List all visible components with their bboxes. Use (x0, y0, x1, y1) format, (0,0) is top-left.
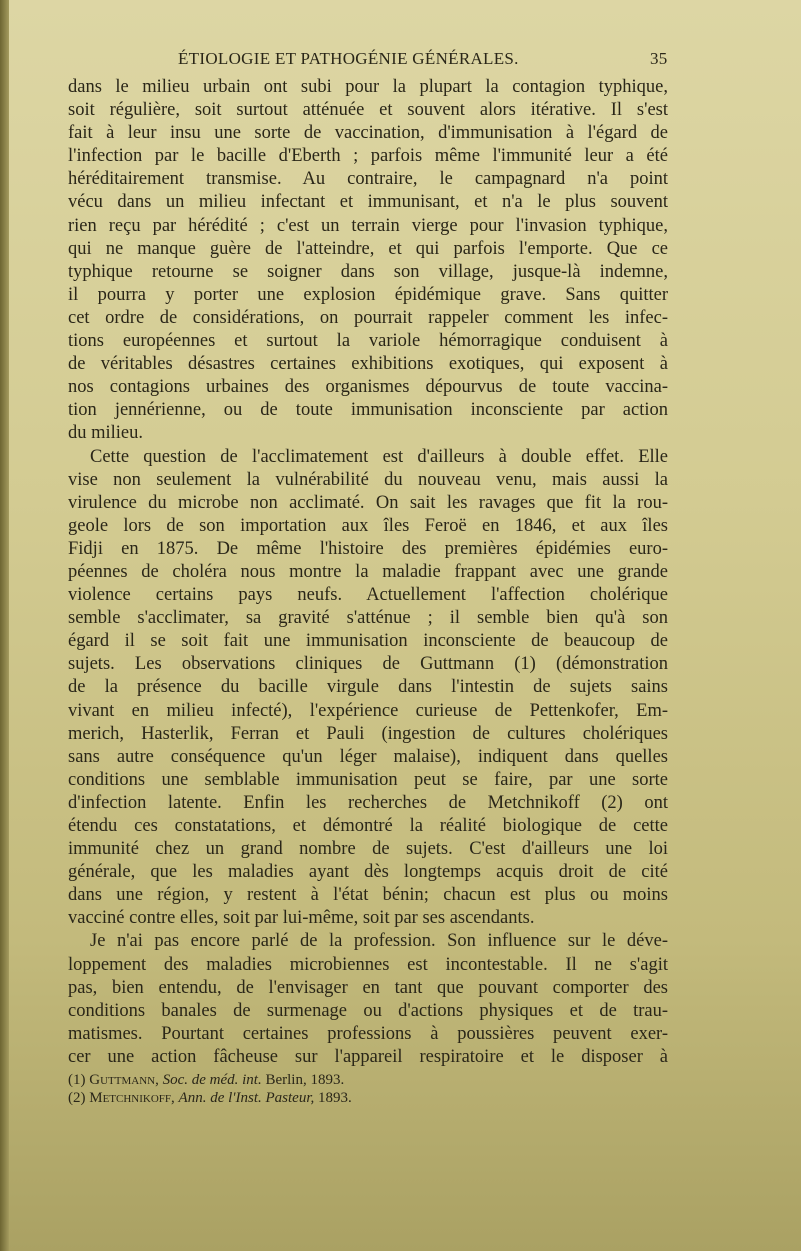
text-line: qui ne manque guère de l'atteindre, et qui parfois l'emporte. Que ce (68, 238, 668, 259)
text-line: cet ordre de considérations, on pourrait rappeler comment les infec- (68, 307, 668, 328)
text-line: tions européennes et surtout la variole hémorragique conduisent à (68, 331, 668, 352)
text-line: nos contagions urbaines des organismes dépourvus de toute vaccina- (68, 377, 668, 398)
text-line: conditions une semblable immunisation peut se faire, par une sorte (68, 769, 668, 790)
text-line: vivant en milieu infecté), l'expérience curieuse de Pettenkofer, Em- (68, 700, 668, 721)
text-line: de la présence du bacille virgule dans l'intestin de sujets sains (68, 677, 668, 698)
text-line: loppement des maladies microbiennes est incontestable. Il ne s'agit (68, 954, 668, 975)
text-line: typhique retourne se soigner dans son village, jusque-là indemne, (68, 261, 668, 282)
text-line: héréditairement transmise. Au contraire, le campagnard n'a point (68, 169, 668, 190)
text-line: semble s'acclimater, sa gravité s'atténue ; il semble bien qu'à son (68, 608, 668, 629)
page-number: 35 (650, 49, 668, 68)
footnote-source: Ann. de l'Inst. Pasteur, (178, 1090, 315, 1106)
text-line: vécu dans un milieu infectant et immunisant, et n'a le plus souvent (68, 192, 668, 213)
text-line: matismes. Pourtant certaines professions à poussières peuvent exer- (68, 1023, 668, 1044)
text-line: virulence du microbe non acclimaté. On sait les ravages que fit la rou- (68, 492, 668, 513)
text-line: pas, bien entendu, de l'envisager en tant que pouvant comporter des (68, 977, 668, 998)
text-line: tion jennérienne, ou de toute immunisation inconsciente par action (68, 400, 668, 421)
book-spine-edge (0, 0, 9, 1251)
text-line: soit régulière, soit surtout atténuée et souvent alors itérative. Il s'est (68, 100, 668, 121)
footnote-details: Berlin, 1893. (265, 1072, 345, 1088)
text-line: de véritables désastres certaines exhibitions exotiques, qui exposent à (68, 354, 668, 375)
text-line: étendu ces constatations, et démontré la réalité biologique de cette (68, 816, 668, 836)
text-line: rien reçu par hérédité ; c'est un terrain vierge pour l'invasion typhique, (68, 215, 668, 236)
text-line: Cette question de l'acclimatement est d'ailleurs à double effet. Elle (90, 446, 668, 467)
text-line: dans une région, y restent à l'état bénin; chacun est plus ou moins (68, 885, 668, 906)
text-line: il pourra y porter une explosion épidémique grave. Sans quitter (68, 284, 668, 305)
text-line: sujets. Les observations cliniques de Guttmann (1) (démonstration (68, 654, 668, 675)
body-text (68, 76, 668, 1069)
footnote (68, 1071, 668, 1089)
text-line: sans autre conséquence qu'un léger malaise), indiquent dans quelles (68, 746, 668, 767)
text-line: dans le milieu urbain ont subi pour la plupart la contagion typhique, (68, 77, 668, 97)
text-line: violence certains pays neufs. Actuellement l'affection cholérique (68, 585, 668, 606)
text-line: fait à leur insu une sorte de vaccination, d'immunisation à l'égard de (68, 123, 668, 144)
text-line: Fidji en 1875. De même l'histoire des premières épidémies euro- (68, 538, 668, 559)
text-line: merich, Hasterlik, Ferran et Pauli (ingestion de cultures cholériques (68, 723, 668, 744)
footnote-author: Guttmann, (89, 1072, 159, 1088)
text-line: Je n'ai pas encore parlé de la profession. Son influence sur le déve- (90, 931, 668, 952)
footnote-mark: (1) (68, 1072, 86, 1088)
text-line: vise non seulement la vulnérabilité du nouveau venu, mais aussi la (68, 469, 668, 490)
text-line: geole lors de son importation aux îles Feroë en 1846, et aux îles (68, 515, 668, 536)
footnote (68, 1089, 668, 1107)
text-line: péennes de choléra nous montre la maladie frappant avec une grande (68, 561, 668, 582)
footnote-author: Metchnikoff, (89, 1090, 175, 1106)
footnote-mark: (2) (68, 1090, 86, 1106)
text-line: d'infection latente. Enfin les recherches de Metchnikoff (2) ont (68, 792, 668, 813)
footnote-source: Soc. de méd. int. (162, 1072, 262, 1088)
text-line: égard il se soit fait une immunisation inconsciente de beaucoup de (68, 631, 668, 652)
text-line: conditions banales de surmenage ou d'actions physiques et de trau- (68, 1000, 668, 1021)
text-line: générale, que les maladies ayant dès longtemps acquis droit de cité (68, 862, 668, 883)
footnotes (68, 1071, 668, 1107)
text-line: vacciné contre elles, soit par lui-même, soit par ses ascendants. (68, 908, 535, 929)
text-line: l'infection par le bacille d'Eberth ; parfois même l'immunité leur a été (68, 146, 668, 167)
running-title: ÉTIOLOGIE ET PATHOGÉNIE GÉNÉRALES. (178, 49, 519, 68)
text-line: cer une action fâcheuse sur l'appareil respiratoire et le disposer à (68, 1046, 668, 1067)
text-line: du milieu. (68, 423, 144, 444)
footnote-details: 1893. (318, 1090, 352, 1106)
text-line: immunité chez un grand nombre de sujets. C'est d'ailleurs une loi (68, 839, 668, 860)
